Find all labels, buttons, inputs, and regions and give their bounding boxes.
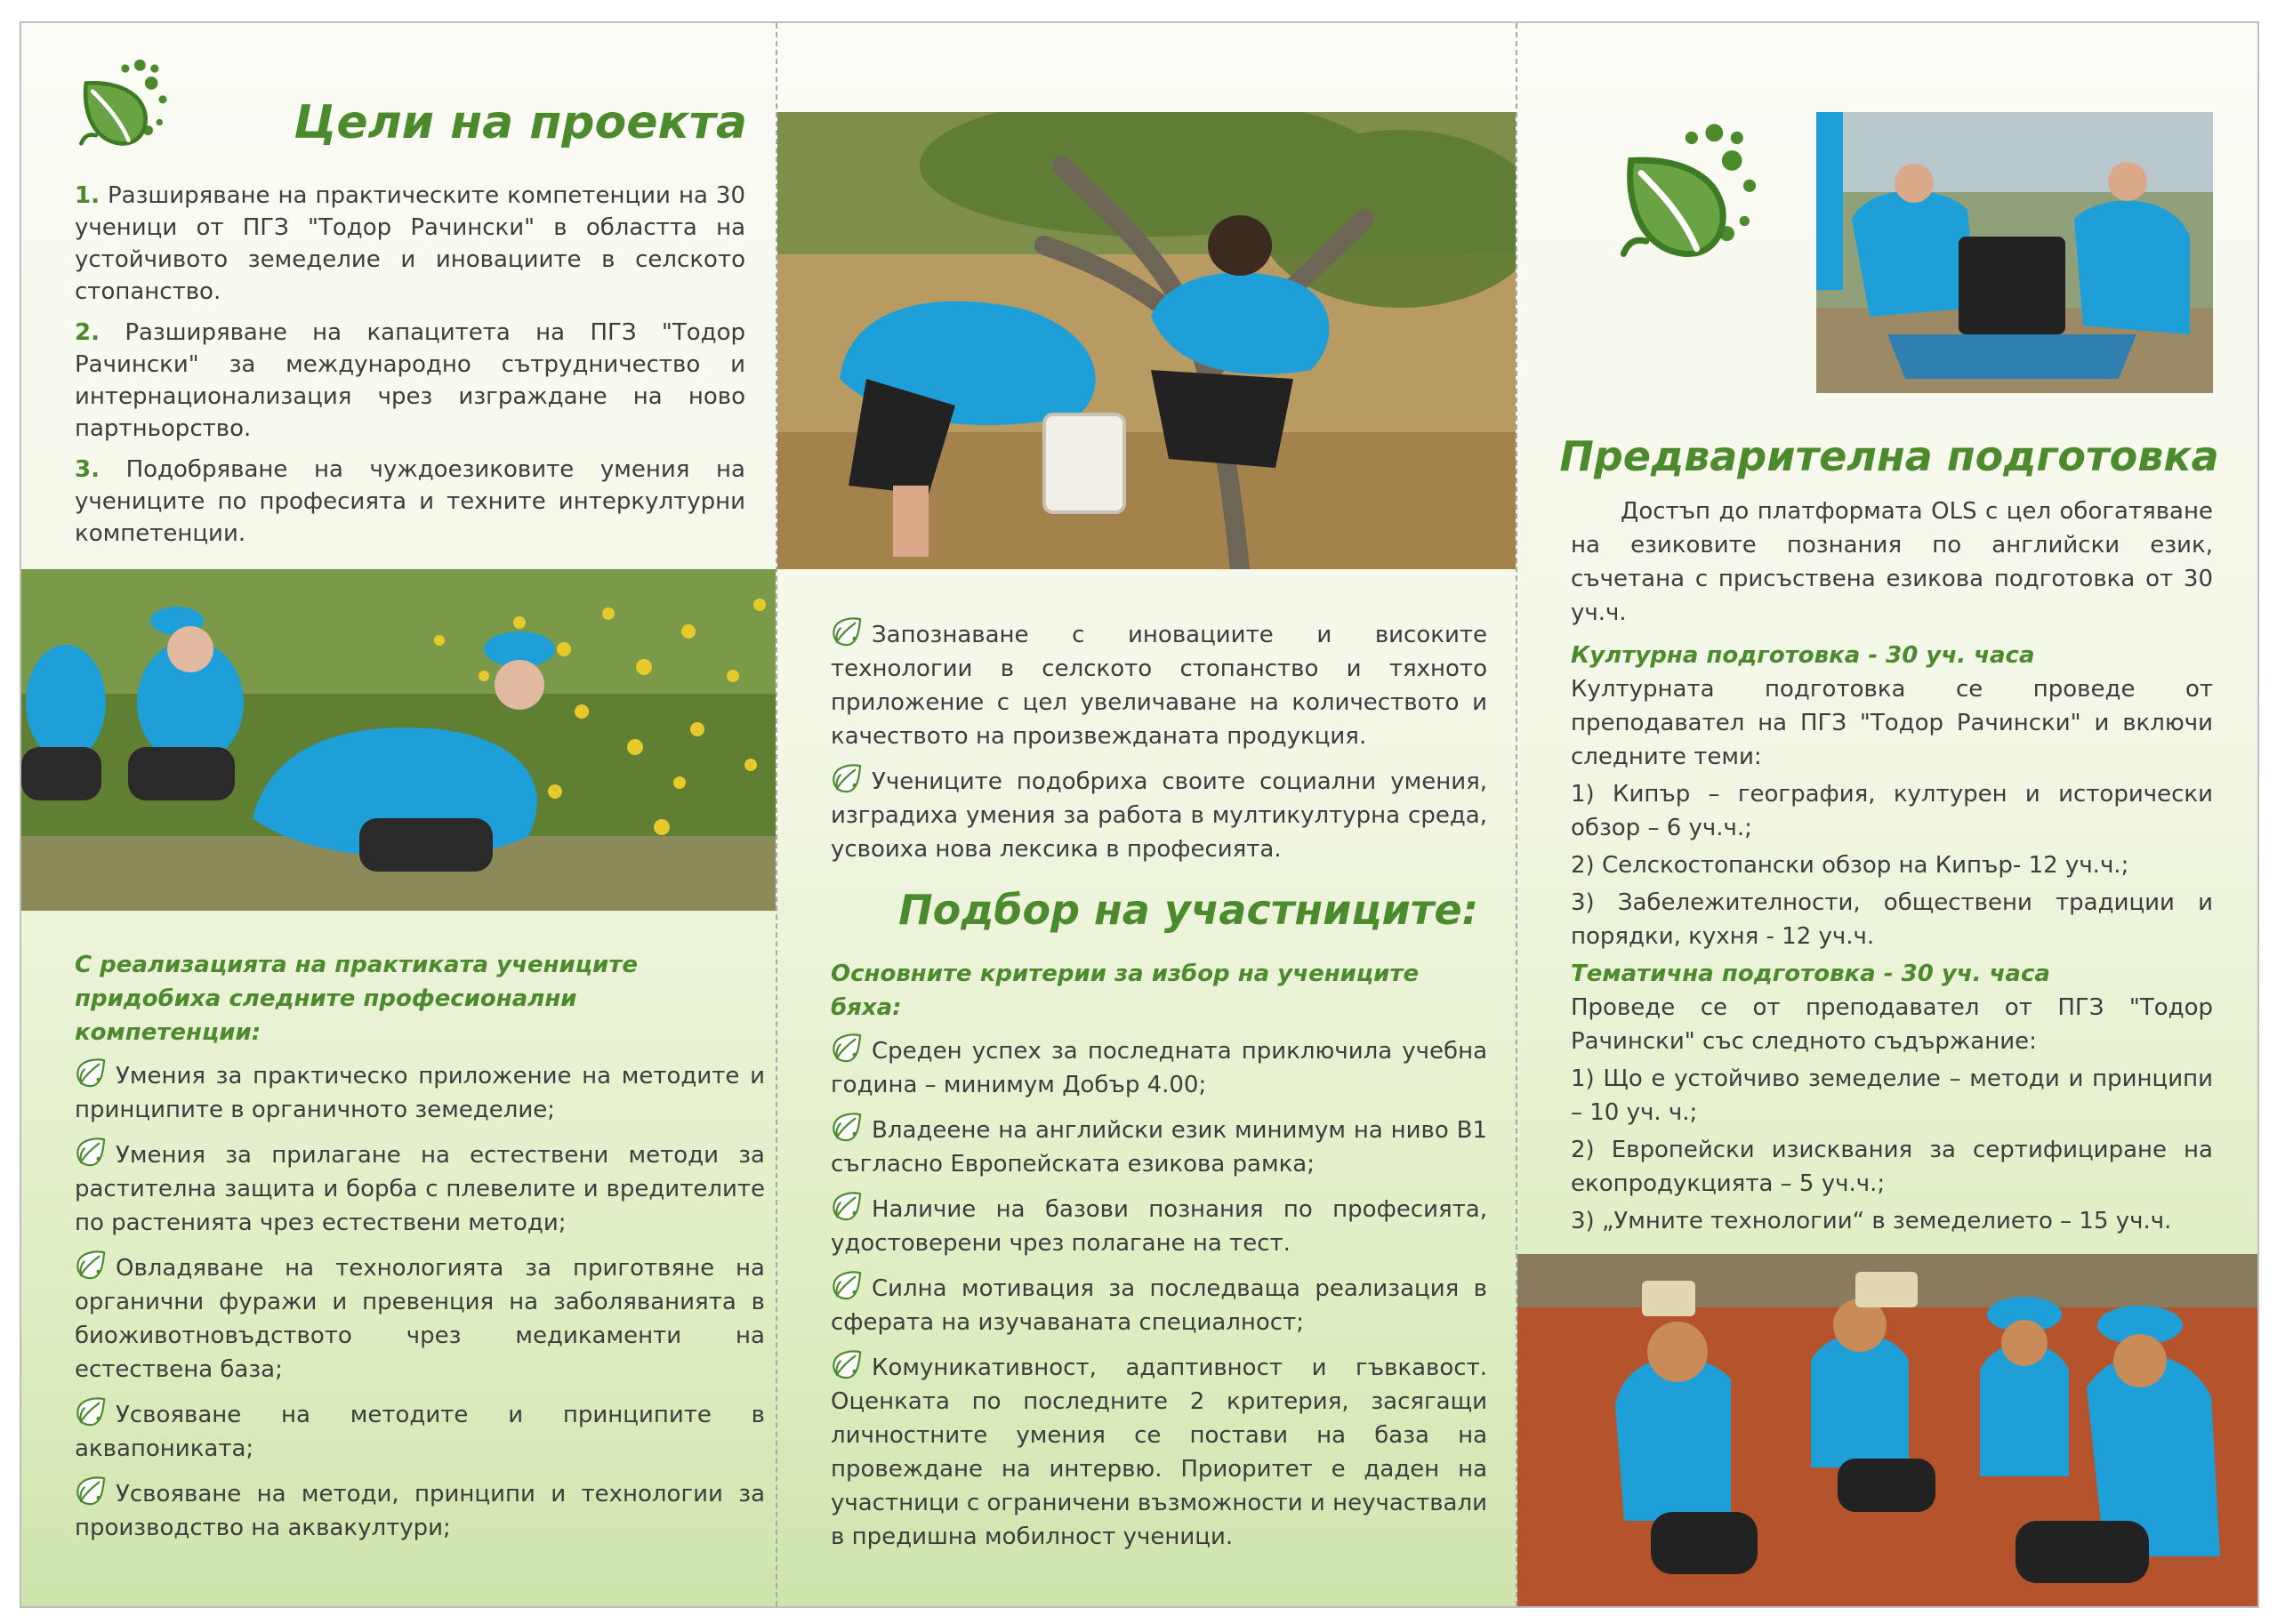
thematic-item: 1) Що е устойчиво земеделие – методи и принципи – 10 уч. ч.; xyxy=(1571,1065,2213,1126)
photo-planting-group xyxy=(1517,1254,2257,1606)
leaf-logo-icon xyxy=(1613,123,1765,274)
leaf-bullet-icon xyxy=(831,1269,863,1301)
leaf-bullet-icon xyxy=(75,1136,107,1168)
competence-item: Овладяване на технологията за приготвяне на органични фуражи и превенция на заболяванията в биоживотновъдството чрез медикаменти на естествена база; xyxy=(75,1249,765,1387)
cultural-intro: Културната подготовка се проведе от преподавател на ПГЗ "Тодор Рачински" и включи следните теми: xyxy=(1571,676,2213,770)
criterion-item: Среден успех за последната приключила учебна година – минимум Добър 4.00; xyxy=(831,1032,1487,1102)
goals-title: Цели на проекта xyxy=(294,96,747,149)
competence-item: Умения за прилагане на естествени методи за растителна защита и борба с плевелите и вредителите по растенията чрез естествени методи; xyxy=(75,1136,765,1240)
leaf-bullet-icon xyxy=(75,1475,107,1507)
brochure-page xyxy=(20,21,2259,1608)
thematic-item: 3) „Умните технологии“ в земеделието – 15 уч.ч. xyxy=(1571,1208,2172,1234)
goal-item: 1. Разширяване на практическите компетенции на 30 ученици от ПГЗ "Тодор Рачински" в областта на устойчивото земеделие и иновациите в селското стопанство. xyxy=(75,182,745,305)
thematic-item: 2) Европейски изисквания за сертифициране на екопродукцията – 5 уч.ч.; xyxy=(1571,1137,2213,1197)
cultural-item: 2) Селскостопански обзор на Кипър- 12 уч.ч.; xyxy=(1571,852,2129,879)
selection-title: Подбор на участниците: xyxy=(898,886,1478,934)
competences-heading: С реализацията на практиката учениците придобиха следните професионални компетенции: xyxy=(75,952,638,1046)
competence-item: Усвояване на методи, принципи и технологии за производство на аквакултури; xyxy=(75,1475,765,1545)
criteria-heading: Основните критерии за избор на учениците бяха: xyxy=(831,961,1420,1021)
preparation-title: Предварителна подготовка xyxy=(1559,432,2219,480)
competences-section xyxy=(75,948,765,1554)
goal-item: 3. Подобряване на чуждоезиковите умения на учениците по професията и техните интеркултурни компетенции. xyxy=(75,456,745,547)
criterion-item: Комуникативност, адаптивност и гъвкавост. Оценката по последните 2 критерия, засягащи личностните умения се постави на база на провеждане на интервю. Приоритет е даден на участници с ограничени възможности и неучаствали в предишна мобилност ученици. xyxy=(831,1348,1487,1554)
cultural-item: 1) Кипър – география, културен и исторически обзор – 6 уч.ч.; xyxy=(1571,781,2213,841)
leaf-bullet-icon xyxy=(831,1111,863,1143)
leaf-bullet-icon xyxy=(831,1348,863,1380)
competence-item: Усвояване на методите и принципите в аквапониката; xyxy=(75,1395,765,1466)
criterion-item: Силна мотивация за последваща реализация в сферата на изучаваната специалност; xyxy=(831,1269,1487,1339)
competence-item: Умения за практическо приложение на методите и принципите в органичното земеделие; xyxy=(75,1057,765,1127)
leaf-bullet-icon xyxy=(75,1249,107,1281)
photo-flower-field xyxy=(21,569,776,911)
photo-olive-tree xyxy=(777,112,1516,569)
leaf-bullet-icon xyxy=(75,1057,107,1089)
outcome-item: Запознаване с иновациите и високите технологии в селското стопанство и тяхното приложение с цел увеличаване на количеството и качеството на произвежданата продукция. xyxy=(831,615,1487,753)
leaf-bullet-icon xyxy=(831,1032,863,1064)
criterion-item: Владеене на английски език минимум на ниво B1 съгласно Европейската езикова рамка; xyxy=(831,1111,1487,1181)
leaf-bullet-icon xyxy=(831,762,863,794)
photo-compost-bin xyxy=(1816,112,2213,393)
thematic-heading: Тематична подготовка - 30 уч. часа xyxy=(1571,961,2050,987)
cultural-item: 3) Забележителности, обществени традиции и порядки, кухня - 12 уч.ч. xyxy=(1571,889,2213,950)
preparation-section xyxy=(1571,494,2213,1242)
outcome-item: Учениците подобриха своите социални умения, изградиха умения за работа в мултикултурна среда, усвоиха нова лексика в професията. xyxy=(831,762,1487,866)
goal-item: 2. Разширяване на капацитета на ПГЗ "Тодор Рачински" за международно сътрудничество и интернационализация чрез изграждане на ново партньорство. xyxy=(75,319,745,442)
language-prep-text: Достъп до платформата OLS с цел обогатяване на езиковите познания по английски език, съчетана с присъствена езикова подготовка от 30 уч.ч. xyxy=(1571,498,2213,626)
leaf-bullet-icon xyxy=(831,615,863,647)
goals-list xyxy=(75,180,745,559)
criteria-section xyxy=(831,957,1487,1563)
leaf-bullet-icon xyxy=(831,1190,863,1222)
criterion-item: Наличие на базови познания по професията, удостоверени чрез полагане на тест. xyxy=(831,1190,1487,1260)
leaf-bullet-icon xyxy=(75,1395,107,1427)
cultural-heading: Културна подготовка - 30 уч. часа xyxy=(1571,642,2035,669)
thematic-intro: Проведе се от преподавател от ПГЗ "Тодор Рачински" със следното съдържание: xyxy=(1571,994,2213,1055)
outcomes-section xyxy=(831,615,1487,875)
leaf-logo-icon xyxy=(75,59,173,157)
